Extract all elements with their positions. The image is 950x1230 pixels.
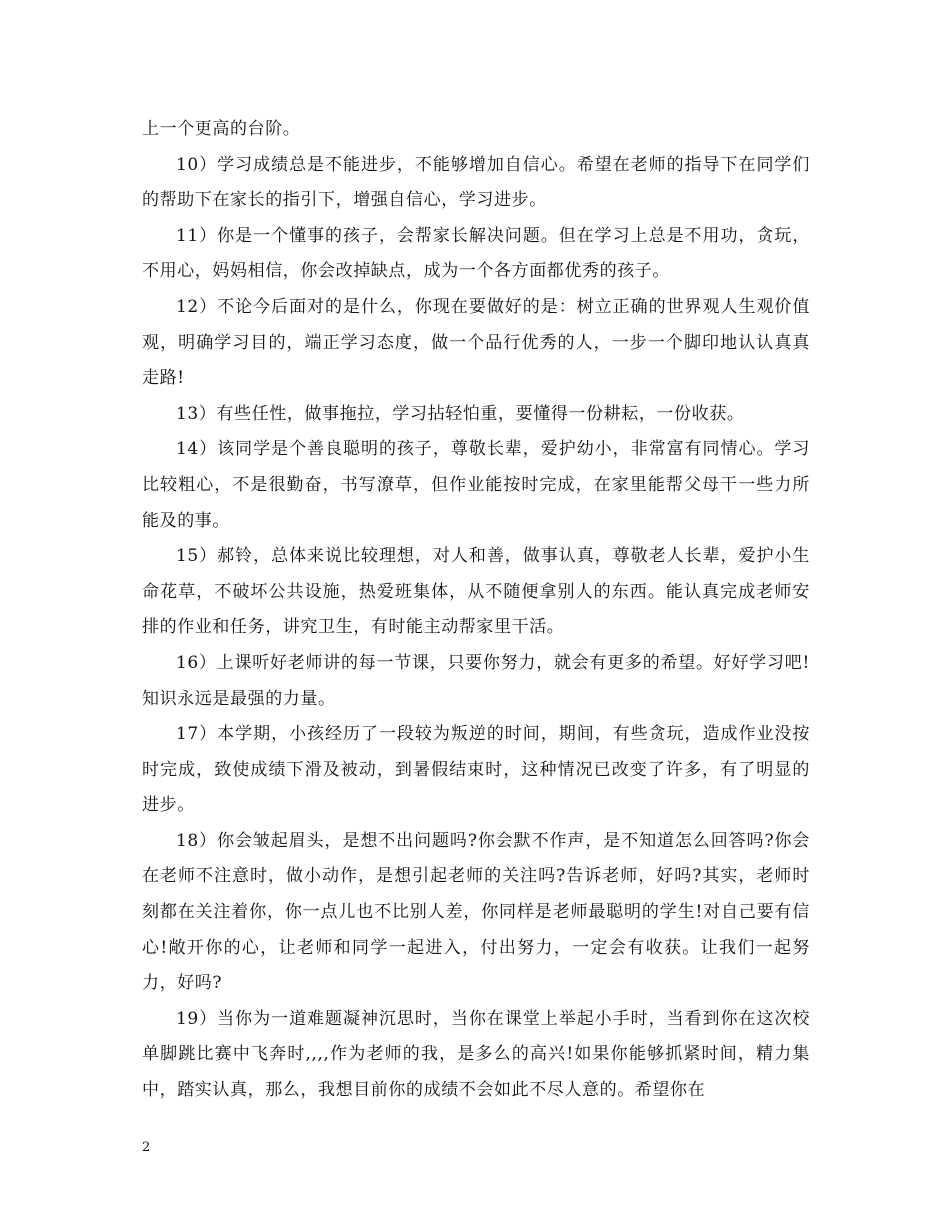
document-body: [142, 112, 810, 1109]
paragraph-item-11: 11）你是一个懂事的孩子，会帮家长解决问题。但在学习上总是不用功，贪玩，不用心，妈妈相信，你会改掉缺点，成为一个各方面都优秀的孩子。: [142, 225, 810, 282]
paragraph-item-13: 13）有些任性，做事拖拉，学习拈轻怕重，要懂得一份耕耘，一份收获。: [176, 403, 745, 424]
paragraph-item-18: 18）你会皱起眉头，是想不出问题吗?你会默不作声，是不知道怎么回答吗?你会在老师不注意时，做小动作，是想引起老师的关注吗?告诉老师，好吗?其实，老师时刻都在关注着你，你一点儿也不比别人差，你同样是老师最聪明的学生!对自己要有信心!敞开你的心，让老师和同学一起进入，付出努力，一定会有收获。让我们一起努力，好吗?: [142, 830, 810, 994]
paragraph-item-10: 10）学习成绩总是不能进步，不能够增加自信心。希望在老师的指导下在同学们的帮助下在家长的指引下，增强自信心，学习进步。: [142, 154, 810, 211]
paragraph-item-15: 15）郝铃，总体来说比较理想，对人和善，做事认真，尊敬老人长辈，爱护小生命花草，不破坏公共设施，热爱班集体，从不随便拿别人的东西。能认真完成老师安排的作业和任务，讲究卫生，有时能主动帮家里干活。: [142, 546, 810, 638]
paragraph-item-14: 14）该同学是个善良聪明的孩子，尊敬长辈，爱护幼小，非常富有同情心。学习比较粗心，不是很勤奋，书写潦草，但作业能按时完成，在家里能帮父母干一些力所能及的事。: [142, 439, 810, 531]
paragraph-item-17: 17）本学期，小孩经历了一段较为叛逆的时间，期间，有些贪玩，造成作业没按时完成，致使成绩下滑及被动，到暑假结束时，这种情况已改变了许多，有了明显的进步。: [142, 724, 810, 816]
paragraph-item-16: 16）上课听好老师讲的每一节课，只要你努力，就会有更多的希望。好好学习吧!知识永远是最强的力量。: [142, 652, 810, 709]
page-number: 2: [142, 1140, 151, 1155]
paragraph-item-19: 19）当你为一道难题凝神沉思时，当你在课堂上举起小手时，当看到你在这次校单脚跳比赛中飞奔时,,,,作为老师的我，是多么的高兴!如果你能够抓紧时间，精力集中，踏实认真，那么，我想目前你的成绩不会如此不尽人意的。希望你在: [142, 1008, 810, 1101]
paragraph-item-12: 12）不论今后面对的是什么，你现在要做好的是：树立正确的世界观人生观价值观，明确学习目的，端正学习态度，做一个品行优秀的人，一步一个脚印地认认真真走路!: [142, 296, 810, 389]
paragraph-continuation: 上一个更高的台阶。: [142, 119, 301, 139]
